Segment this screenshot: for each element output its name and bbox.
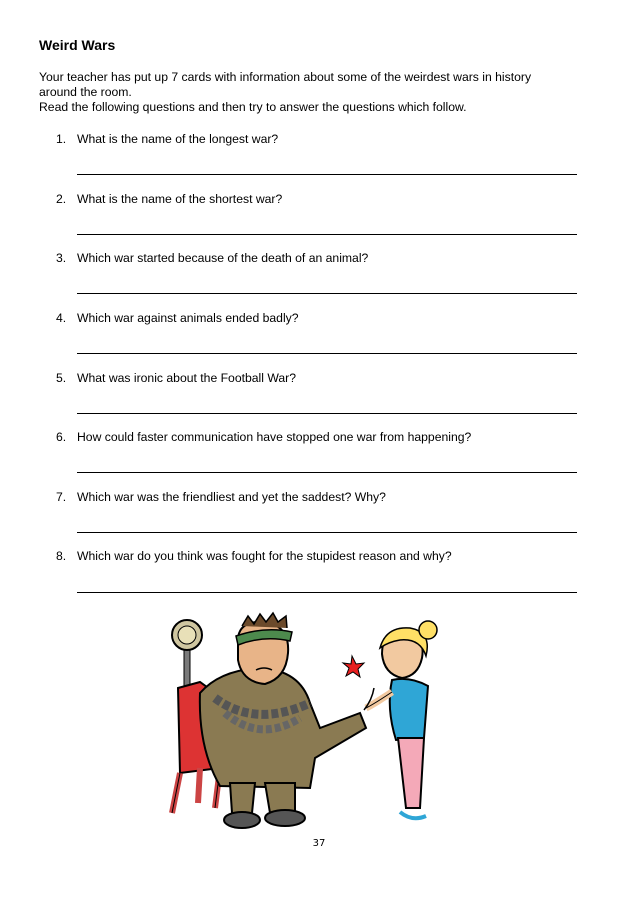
question-2: 2. What is the name of the shortest war? — [56, 192, 283, 206]
intro-line: Your teacher has put up 7 cards with information about some of the weirdest wars in history — [39, 70, 532, 84]
answer-line-5[interactable] — [77, 413, 577, 414]
intro-text — [39, 70, 579, 115]
answer-line-4[interactable] — [77, 353, 577, 354]
answer-line-8[interactable] — [77, 592, 577, 593]
answer-line-1[interactable] — [77, 174, 577, 175]
question-1: 1. What is the name of the longest war? — [56, 132, 279, 146]
question-5: 5. What was ironic about the Football War? — [56, 371, 297, 385]
answer-line-6[interactable] — [77, 472, 577, 473]
page-title: Weird Wars — [39, 37, 116, 53]
question-8: 8. Which war do you think was fought for the stupidest reason and why? — [56, 549, 452, 563]
question-4: 4. Which war against animals ended badly? — [56, 311, 299, 325]
soldier-figure — [200, 613, 366, 828]
page-number: 37 — [312, 838, 326, 849]
answer-line-7[interactable] — [77, 532, 577, 533]
lamp-icon — [172, 620, 202, 686]
answer-line-2[interactable] — [77, 234, 577, 235]
soldier-nurse-illustration — [160, 608, 450, 838]
question-6: 6. How could faster communication have stopped one war from happening? — [56, 430, 472, 444]
question-7: 7. Which war was the friendliest and yet the saddest? Why? — [56, 490, 386, 504]
question-3: 3. Which war started because of the death of an animal? — [56, 251, 369, 265]
answer-line-3[interactable] — [77, 293, 577, 294]
intro-line: around the room. — [39, 85, 132, 99]
intro-line: Read the following questions and then try to answer the questions which follow. — [39, 100, 467, 114]
